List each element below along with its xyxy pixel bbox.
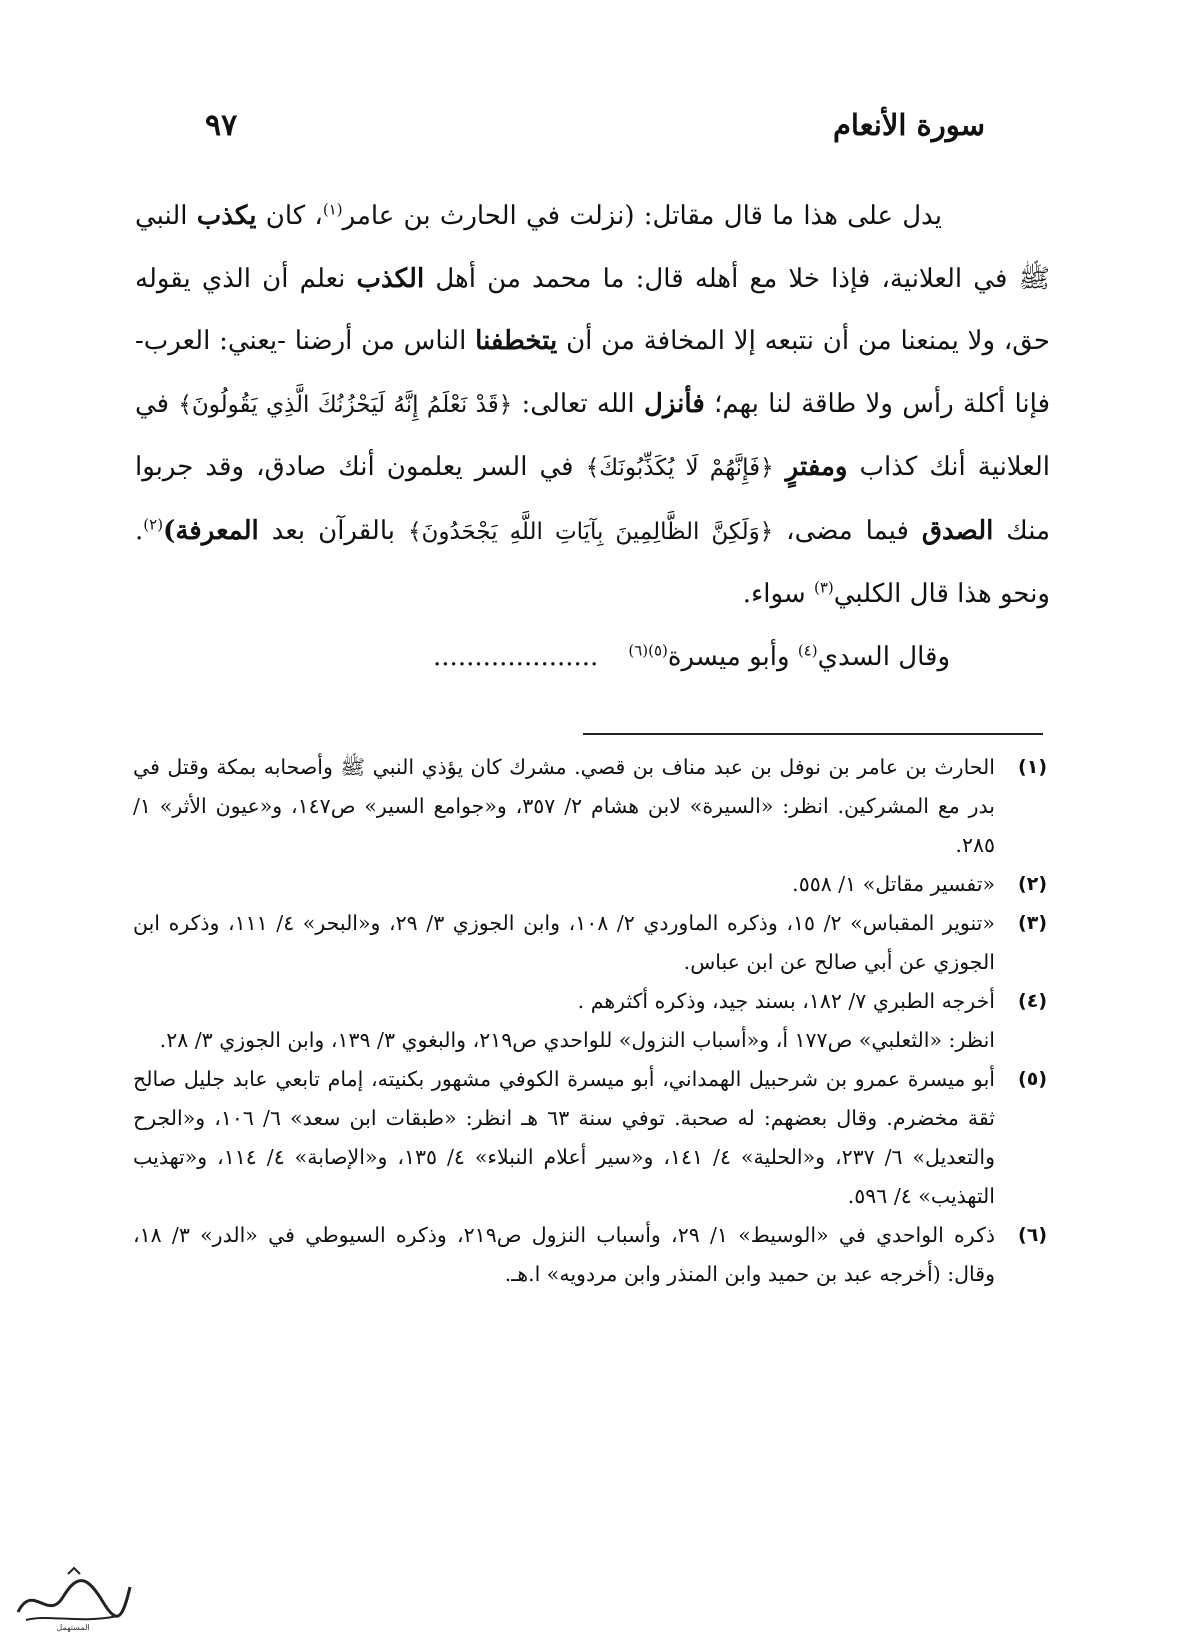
bold-word: الصدق <box>921 515 994 546</box>
footnote-number: (٥) <box>1018 1068 1047 1090</box>
text-span: فيما مضى، <box>773 515 922 546</box>
footnote-ref-2[interactable]: (٢) <box>143 514 164 533</box>
bold-word: ومفترٍ <box>785 452 848 482</box>
text-span: نعلم أن الذي يقوله حق، ولا يمنعنا من أن نتبعه إلا المخافة من أن <box>135 263 1050 356</box>
footnote-text: الحارث بن عامر بن نوفل بن عبد مناف بن قصي. مشرك كان يؤذي النبي ﷺ وأصحابه بمكة وقتل في بدر مع المشركين. انظر: «السيرة» لابن هشام ٢/ ٣٥٧، و«جوامع السير» ص١٤٧، و«عيون الأثر» ١/ ٢٨٥. <box>133 755 996 857</box>
footnote-ref-1[interactable]: (١) <box>322 200 343 219</box>
bold-word: فأنزل <box>643 388 705 419</box>
footnote-ref-3[interactable]: (٣) <box>813 578 834 597</box>
bold-word: الكذب <box>356 263 425 294</box>
footnote-number: (٦) <box>1018 1224 1047 1246</box>
footnote-divider <box>583 733 1043 735</box>
surah-title: سورة الأنعام <box>832 108 985 142</box>
text-span <box>774 452 786 482</box>
text-span: وأبو ميسرة <box>667 641 798 672</box>
paragraph-1 <box>135 185 1050 626</box>
text-span: . ونحو هذا قال الكلبي <box>135 515 1050 609</box>
footnote-4 <box>133 982 1047 1021</box>
footnote-5 <box>133 1060 1047 1216</box>
footnotes <box>133 748 1047 1294</box>
footnote-2 <box>133 865 1047 904</box>
footnote-4-continued <box>133 1021 1047 1060</box>
footnote-text: انظر: «الثعلبي» ص١٧٧ أ، و«أسباب النزول» للواحدي ص٢١٩، والبغوي ٣/ ١٣٩، وابن الجوزي ٣/ ٢٨. <box>159 1028 995 1052</box>
watermark-text: المستهمل <box>56 1623 90 1632</box>
text-span: ، كان <box>256 201 323 231</box>
footnote-ref-6[interactable]: (٦) <box>628 640 649 659</box>
text-span: يدل على هذا ما قال مقاتل: (نزلت في الحارث بن عامر <box>342 201 943 231</box>
bold-word: المعرفة) <box>163 515 259 546</box>
text-span: وقال السدي <box>817 641 950 672</box>
footnote-text: أبو ميسرة عمرو بن شرحبيل الهمداني، أبو ميسرة الكوفي مشهور بكنيته، إمام تابعي عابد جليل صالح ثقة مخضرم. وقال بعضهم: له صحبة. توفي سنة ٦٣ هـ انظر: «طبقات ابن سعد» ٦/ ١٠٦، و«الجرح والتعديل» ٦/ ٢٣٧، و«الحلية» ٤/ ١٤١، و«سير أعلام النبلاء» ٤/ ١٣٥، و«الإصابة» ٤/ ١١٤، و«تهذيب التهذيب» ٤/ ٥٩٦. <box>133 1067 995 1208</box>
bold-word: يتخطفنا <box>475 326 558 356</box>
text-span: النبي ﷺ في العلانية، فإذا خلا مع أهله قال: ما محمد من أهل <box>135 201 1050 294</box>
footnote-text: أخرجه الطبري ٧/ ١٨٢، بسند جيد، وذكره أكثرهم . <box>577 989 995 1013</box>
text-span: في السر يعلمون أنك صادق، وقد جربوا منك <box>135 452 1050 546</box>
footnote-ref-4[interactable]: (٤) <box>797 640 818 659</box>
footnote-3 <box>133 904 1047 982</box>
footnote-ref-5[interactable]: (٥) <box>648 640 668 659</box>
footnote-text: «تفسير مقاتل» ١/ ٥٥٨. <box>792 872 995 896</box>
main-text <box>135 185 1050 688</box>
page-number: ٩٧ <box>205 108 238 143</box>
footnote-6 <box>133 1216 1047 1294</box>
watermark-logo <box>8 1562 138 1632</box>
footnote-number: (٣) <box>1018 912 1047 934</box>
bold-word: يكذب <box>196 201 257 231</box>
footnote-number: (٢) <box>1018 873 1047 895</box>
footnote-number: (١) <box>1018 756 1047 778</box>
footnote-number: (٤) <box>1018 990 1047 1012</box>
text-span: بالقرآن بعد <box>258 515 408 546</box>
text-span: سواء. <box>742 579 814 609</box>
footnote-1 <box>133 748 1047 865</box>
text-span: الله تعالى: <box>512 388 644 419</box>
page-header <box>205 108 985 158</box>
quran-verse: ﴿وَلَكِنَّ الظَّالِمِينَ بِآيَاتِ اللَّهِ يَجْحَدُونَ﴾ <box>407 518 774 545</box>
text-span: الناس من أرضنا -يعني: العرب- فإنا أكلة رأس ولا طاقة لنا بهم؛ <box>135 326 1050 419</box>
quran-verse: ﴿قَدْ نَعْلَمُ إِنَّهُ لَيَحْزُنُكَ الَّذِي يَقُولُونَ﴾ <box>178 391 513 418</box>
footnote-text: «تنوير المقباس» ٢/ ١٥، وذكره الماوردي ٢/ ١٠٨، وابن الجوزي ٣/ ٢٩، و«البحر» ٤/ ١١١، وذكره ابن الجوزي عن أبي صالح عن ابن عباس. <box>133 911 995 974</box>
footnote-text: ذكره الواحدي في «الوسيط» ١/ ٢٩، وأسباب النزول ص٢١٩، وذكره السيوطي في «الدر» ٣/ ١٨، وقال: (أخرجه عبد بن حميد وابن المنذر وابن مردويه» ا.هـ. <box>133 1223 995 1286</box>
text-span: في العلانية أنك كذاب <box>135 388 1051 482</box>
quran-verse: ﴿فَإِنَّهُمْ لَا يُكَذِّبُونَكَ﴾ <box>585 455 774 481</box>
continuation-dots: .................... <box>433 641 599 672</box>
paragraph-2 <box>135 626 950 689</box>
